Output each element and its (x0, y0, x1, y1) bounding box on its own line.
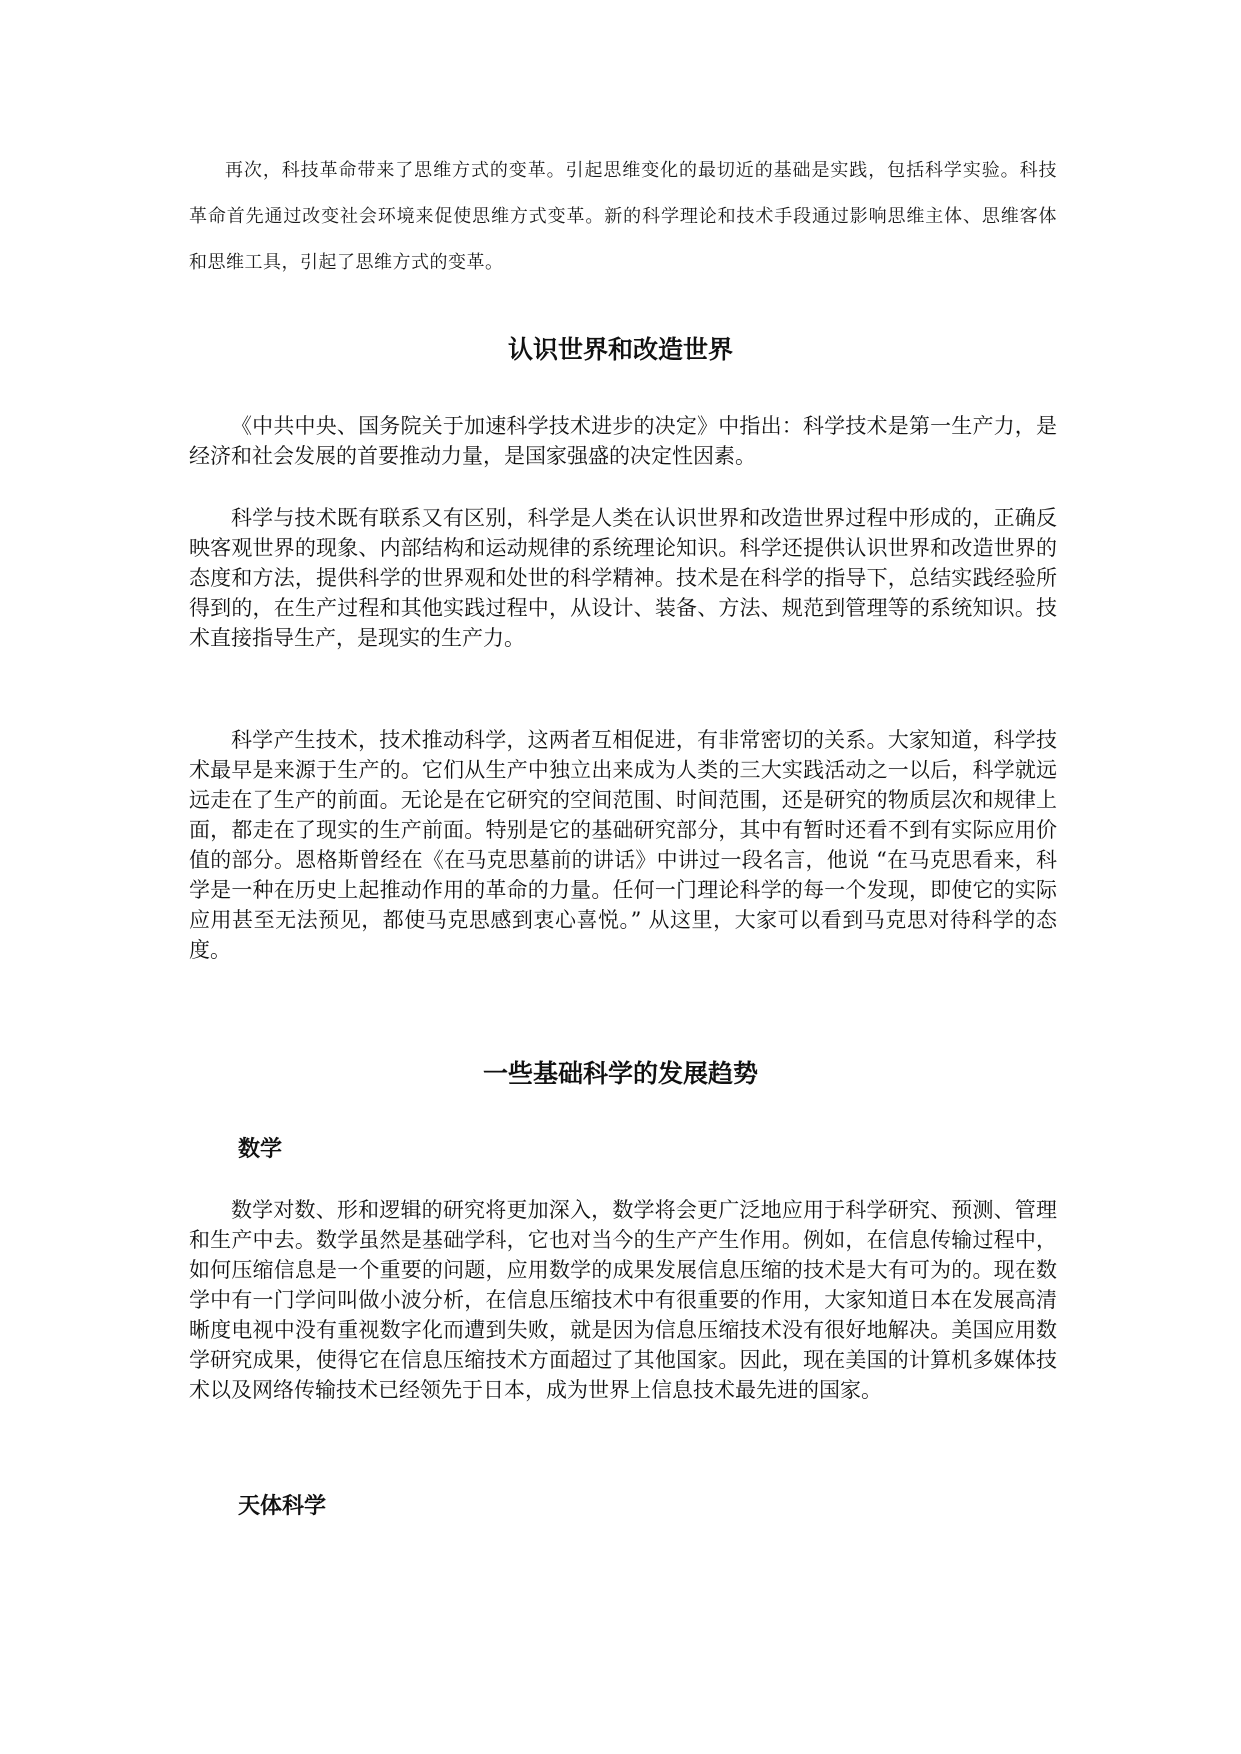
paragraph-central-decision: 《中共中央、国务院关于加速科学技术进步的决定》中指出：科学技术是第一生产力，是经济和社会发展的首要推动力量，是国家强盛的决定性因素。 (189, 414, 1057, 468)
intro-paragraph: 再次，科技革命带来了思维方式的变革。引起思维变化的最切近的基础是实践，包括科学实验。科技革命首先通过改变社会环境来促使思维方式变革。新的科学理论和技术手段通过影响思维主体、思维客体和思维工具，引起了思维方式的变革。 (189, 160, 1057, 273)
subsection-title-astronomy: 天体科学 (238, 1494, 327, 1519)
paragraph-mathematics: 数学对数、形和逻辑的研究将更加深入，数学将会更广泛地应用于科学研究、预测、管理和生产中去。数学虽然是基础学科，它也对当今的生产产生作用。例如，在信息传输过程中，如何压缩信息是一个重要的问题，应用数学的成果发展信息压缩的技术是大有可为的。现在数学中有一门学问叫做小波分析，在信息压缩技术中有很重要的作用，大家知道日本在发展高清晰度电视中没有重视数字化而遭到失败，就是因为信息压缩技术没有很好地解决。美国应用数学研究成果，使得它在信息压缩技术方面超过了其他国家。因此，现在美国的计算机多媒体技术以及网络传输技术已经领先于日本，成为世界上信息技术最先进的国家。 (189, 1198, 1057, 1402)
section-title-basic-science-trends: 一些基础科学的发展趋势 (482, 1059, 758, 1088)
section-title-understanding-world: 认识世界和改造世界 (507, 335, 733, 364)
paragraph-science-technology-difference: 科学与技术既有联系又有区别，科学是人类在认识世界和改造世界过程中形成的，正确反映客观世界的现象、内部结构和运动规律的系统理论知识。科学还提供认识世界和改造世界的态度和方法，提供科学的世界观和处世的科学精神。技术是在科学的指导下，总结实践经验所得到的，在生产过程和其他实践过程中，从设计、装备、方法、规范到管理等的系统知识。技术直接指导生产，是现实的生产力。 (189, 506, 1057, 650)
subsection-title-mathematics: 数学 (238, 1137, 283, 1162)
paragraph-science-produces-technology: 科学产生技术，技术推动科学，这两者互相促进，有非常密切的关系。大家知道，科学技术最早是来源于生产的。它们从生产中独立出来成为人类的三大实践活动之一以后，科学就远远走在了生产的前面。无论是在它研究的空间范围、时间范围，还是研究的物质层次和规律上面，都走在了现实的生产前面。特别是它的基础研究部分，其中有暂时还看不到有实际应用价值的部分。恩格斯曾经在《在马克思墓前的讲话》中讲过一段名言，他说 “在马克思看来，科学是一种在历史上起推动作用的革命的力量。任何一门理论科学的每一个发现，即使它的实际应用甚至无法预见，都使马克思感到衷心喜悦。” 从这里，大家可以看到马克思对待科学的态度。 (189, 728, 1057, 962)
